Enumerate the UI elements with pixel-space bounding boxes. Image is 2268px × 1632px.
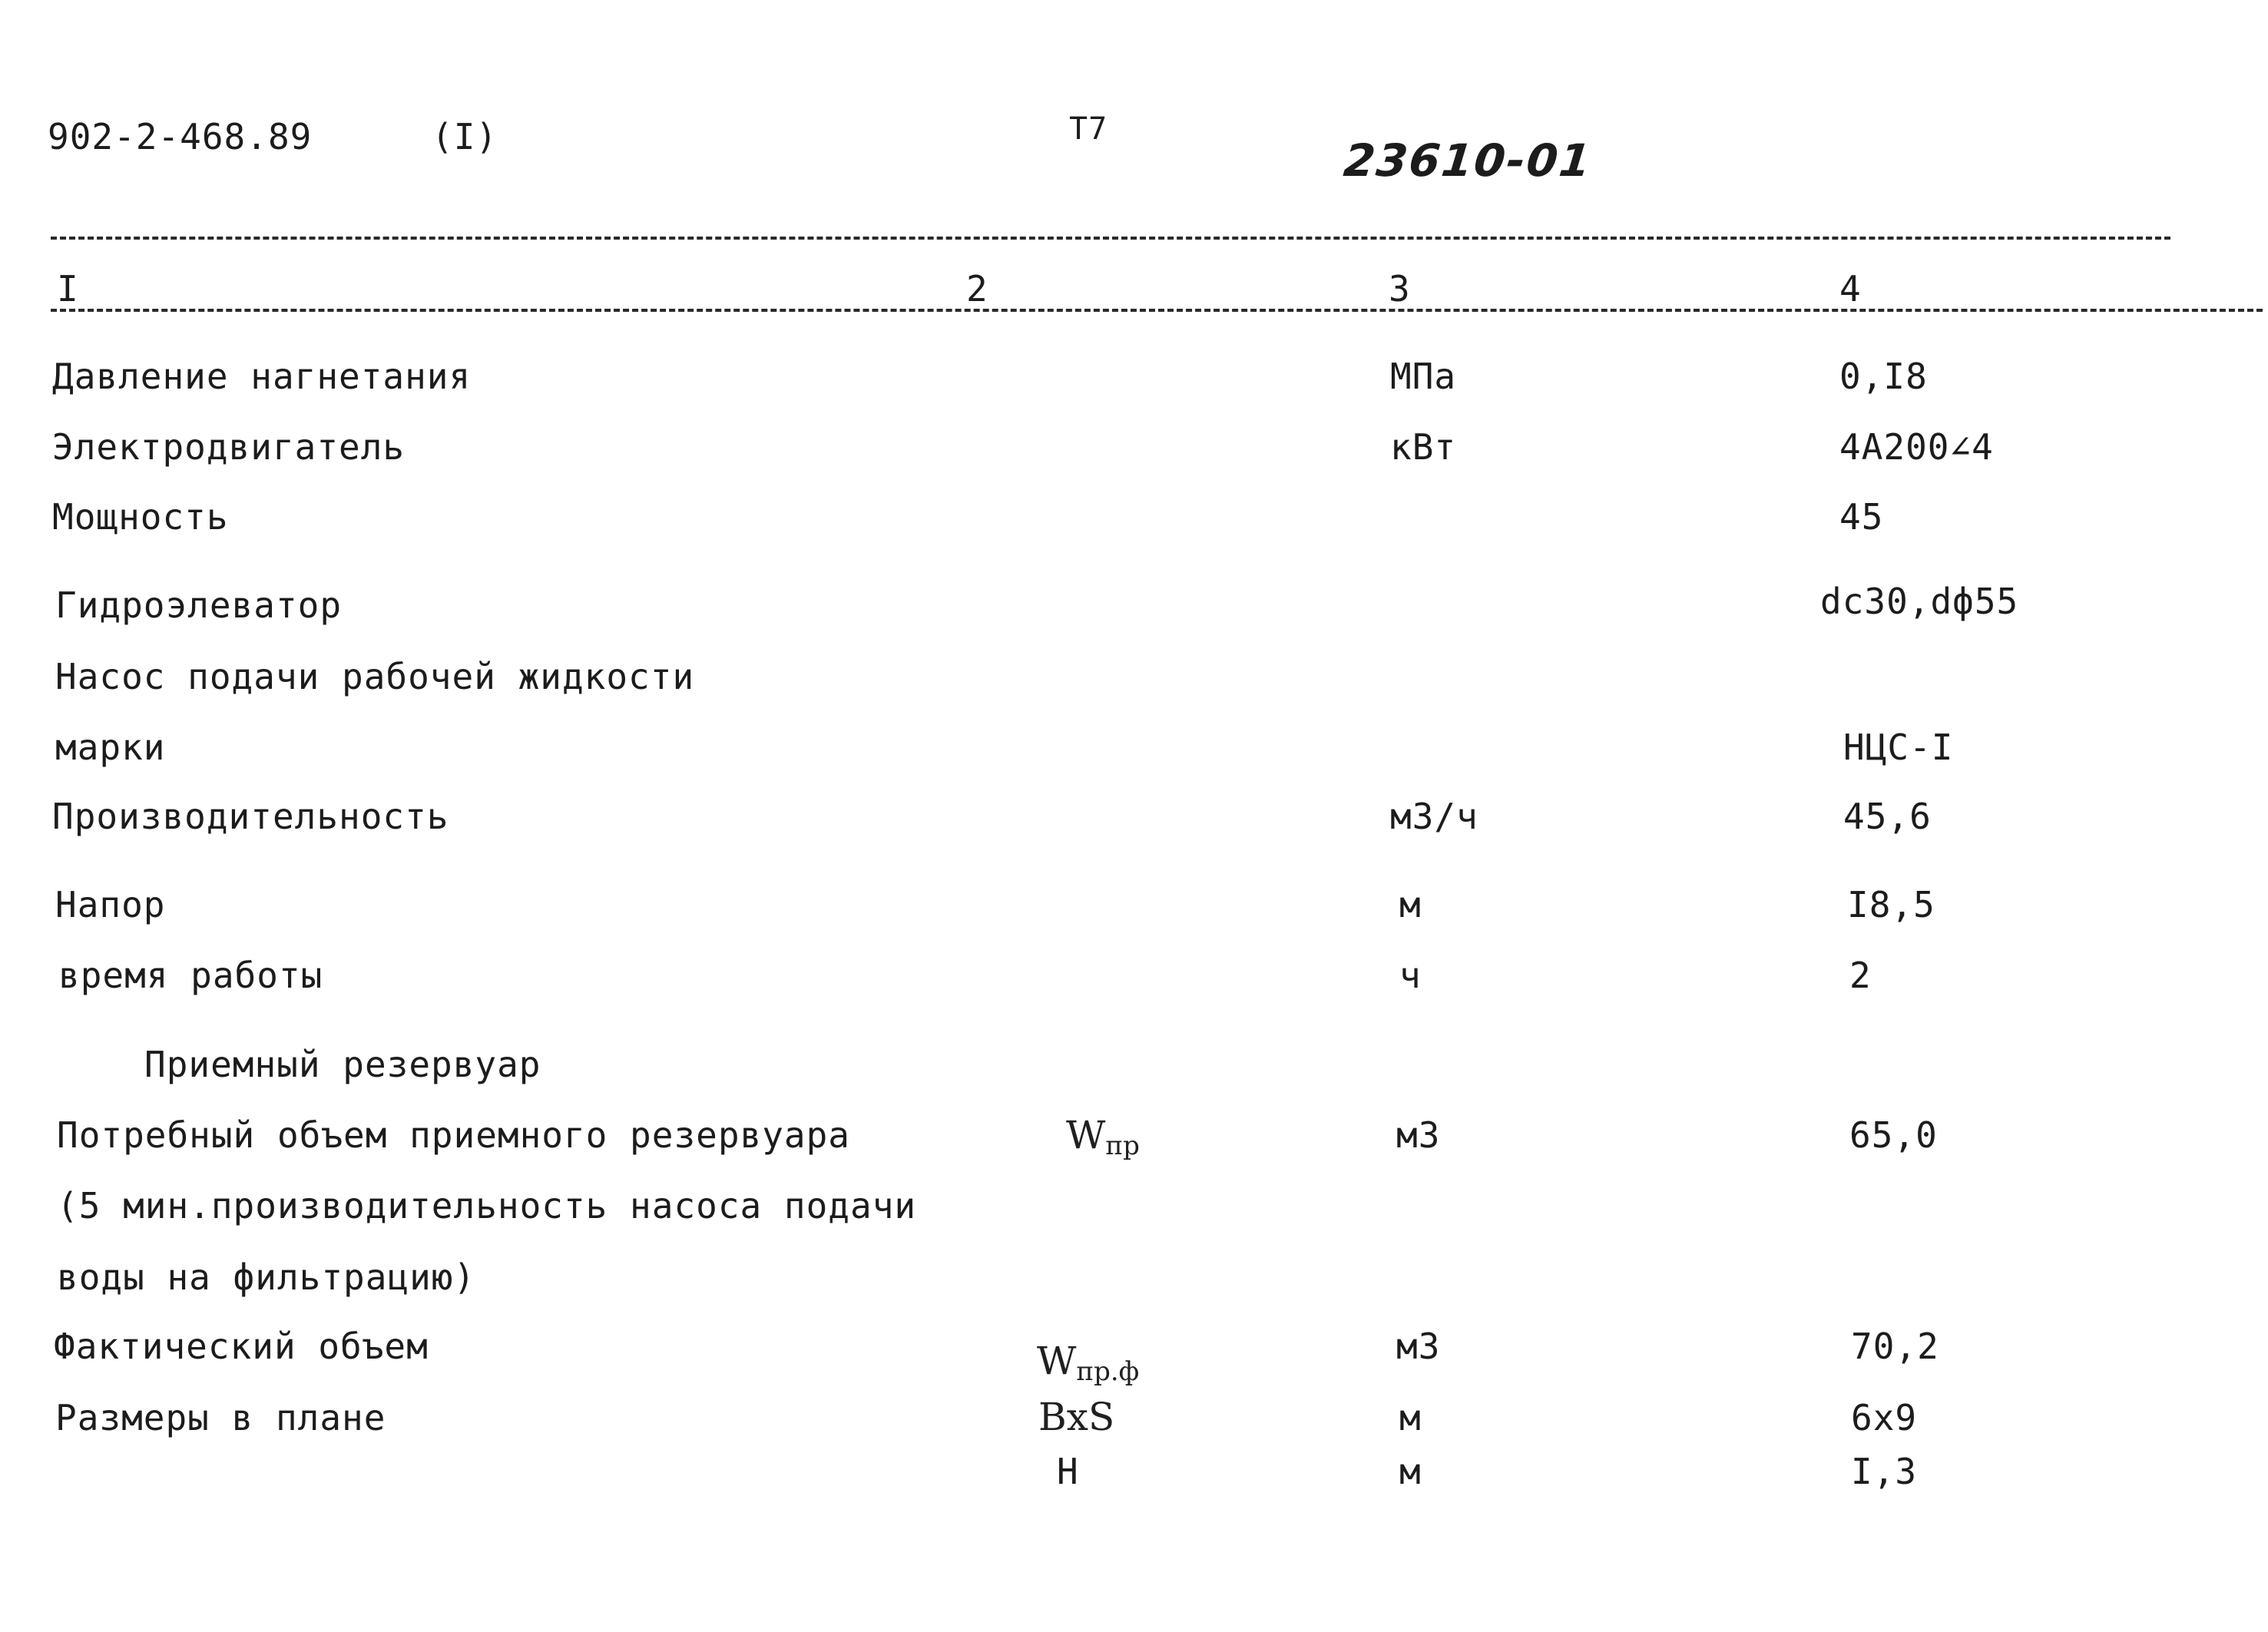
- row-name: марки: [55, 727, 166, 768]
- row-symbol: $W_{пр.ф}$: [1037, 1339, 1140, 1387]
- row-name: Потребный объем приемного резервуара: [57, 1114, 850, 1156]
- row-name: воды на фильтрацию): [57, 1256, 476, 1298]
- row-value: 70,2: [1851, 1326, 1939, 1367]
- row-name: (5 мин.производительность насоса подачи: [57, 1185, 917, 1226]
- row-unit: м: [1399, 1451, 1422, 1492]
- stamp-number: 23610-01: [1341, 134, 1595, 187]
- row-value: 45: [1839, 496, 1884, 538]
- row-value: 4А200∠4: [1839, 426, 1994, 468]
- row-name: Давление нагнетания: [52, 356, 472, 397]
- row-unit: м: [1399, 884, 1422, 925]
- row-value: I8,5: [1847, 884, 1935, 925]
- row-name: Фактический объем: [54, 1326, 429, 1367]
- row-symbol: H: [1057, 1451, 1079, 1492]
- row-name: Производительность: [52, 796, 449, 837]
- row-value: 0,I8: [1839, 356, 1928, 397]
- row-unit: м3: [1396, 1326, 1441, 1367]
- header-rule-top: [51, 237, 2170, 240]
- sheet-mark: T7: [1069, 111, 1108, 147]
- row-name: Гидроэлеватор: [55, 584, 343, 626]
- row-unit: м3: [1396, 1114, 1441, 1156]
- row-name: Мощность: [52, 496, 229, 538]
- doc-part: (I): [432, 116, 498, 157]
- row-value: I,3: [1851, 1451, 1918, 1492]
- row-name: Размеры в плане: [55, 1397, 386, 1438]
- row-unit: кВт: [1390, 426, 1457, 468]
- header-rule-bottom: [51, 309, 2263, 312]
- row-value: 2: [1849, 955, 1872, 996]
- row-symbol: BxS: [1038, 1395, 1115, 1439]
- row-unit: ч: [1399, 955, 1422, 996]
- row-name: время работы: [58, 955, 323, 996]
- row-name: Электродвигатель: [52, 426, 406, 468]
- column-number-2: 2: [966, 268, 988, 310]
- row-value: dc30,dф55: [1820, 581, 2019, 622]
- row-unit: МПа: [1390, 356, 1457, 397]
- column-number-4: 4: [1839, 268, 1862, 310]
- row-value: 65,0: [1849, 1114, 1938, 1156]
- row-value: НЦС-I: [1843, 727, 1954, 768]
- section-heading: Приемный резервуар: [144, 1044, 541, 1085]
- row-unit: м: [1399, 1397, 1422, 1438]
- row-unit: м3/ч: [1390, 796, 1478, 837]
- row-name: Напор: [55, 884, 166, 925]
- doc-code: 902-2-468.89: [48, 116, 313, 157]
- row-value: 6x9: [1851, 1397, 1918, 1438]
- row-value: 45,6: [1843, 796, 1932, 837]
- column-number-1: I: [57, 268, 79, 310]
- row-name: Насос подачи рабочей жидкости: [55, 656, 695, 697]
- row-symbol: $W_{пр}$: [1066, 1113, 1140, 1161]
- column-number-3: 3: [1389, 268, 1411, 310]
